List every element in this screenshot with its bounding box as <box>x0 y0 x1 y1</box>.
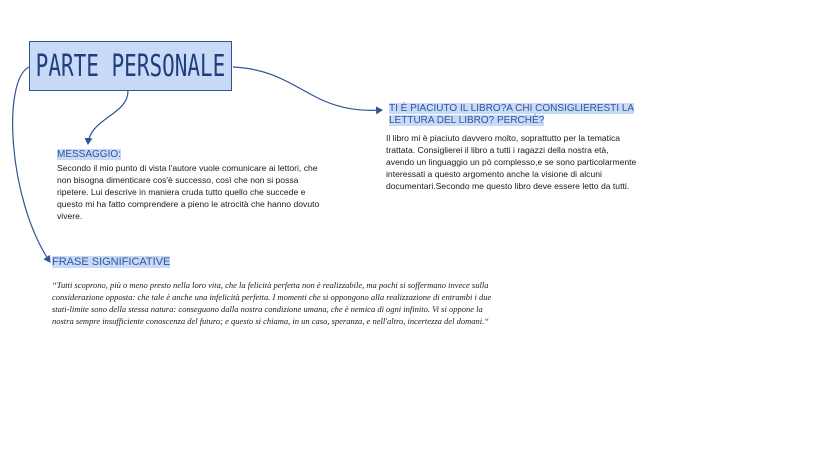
message-title-text: MESSAGGIO: <box>57 149 121 160</box>
title-box <box>29 41 232 91</box>
question-body: Il libro mi è piaciuto davvero molto, soprattutto per la tematica trattata. Consiglierei il libro a tutti i ragazzi della nostra età, avendo un linguaggio un pò complesso,e se sono particolarmente interessati a questo argomento anche la visione di alcuni documentari.Secondo me questo libro deve essere letto da tutti. <box>386 133 637 191</box>
significant-quote: “Tutti scoprono, più o meno presto nella loro vita, che la felicità perfetta non è realizzabile, ma pochi si soffermano invece sulla considerazione opposta: che tale è anche una infelicità perfetta. I momenti che si oppongono alla realizzazione di entrambi i due stati-limite sono della stessa natura: conseguono dalla nostra condizione umana, che è nemica di ogni infinito. Vi si oppone la nostra sempre insufficiente conoscenza del futuro; e questo si chiama, in un caso, speranza, e nell'altro, incertezza del domani.“ <box>52 280 492 326</box>
arrow-to-message <box>88 91 128 144</box>
question-title-text: TI È PIACIUTO IL LIBRO?A CHI CONSIGLIERESTI LA LETTURA DEL LIBRO? PERCHÈ? <box>389 103 635 126</box>
question-title <box>389 103 659 127</box>
message-body: Secondo il mio punto di vista l'autore vuole comunicare ai lettori, che non bisogna dimenticare cos'è successo, così che non si possa ripetere. Lui descrive in maniera cruda tutto quello che succede e questo mi ha fatto comprendere a pieno le atrocità che hanno dovuto vivere. <box>57 163 320 221</box>
phrase-title <box>52 256 170 269</box>
arrow-to-question <box>233 67 382 110</box>
arrow-to-phrase <box>13 67 50 262</box>
message-title <box>57 149 121 161</box>
phrase-title-text: FRASE SIGNIFICATIVE <box>52 256 171 268</box>
title-text: PARTE PERSONALE <box>35 48 226 84</box>
